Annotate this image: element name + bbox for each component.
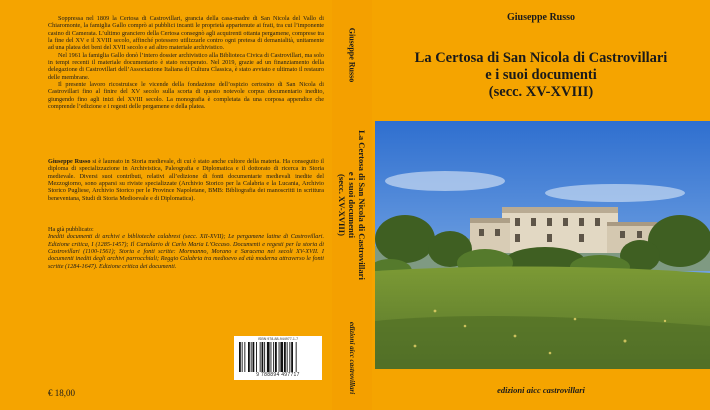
barcode-bar <box>239 342 241 372</box>
barcode-bar <box>260 342 261 372</box>
barcode-bar <box>275 342 277 372</box>
barcode-bars <box>237 342 319 372</box>
spine-title-line: La Certosa di San Nicola di Castrovillari <box>357 130 367 280</box>
isbn-label: ISBN 978-88-944977-1-7 <box>257 337 299 341</box>
barcode-bar <box>264 342 265 372</box>
barcode-bar <box>253 342 255 372</box>
barcode-bar <box>267 342 270 372</box>
blurb-paragraph: Il presente lavoro ricostruisce le vicende della fondazione dell’ospizio certosino di San Nicola di Castrovillari fino al finire del XV secolo sulla scorta di questo notevole corpus documentario inedito, giungendo fino agli inizi del XVIII secolo. La monografia è completata da una corposa appendice che comprende l’edizione e i regesti delle pergamene e della platea. <box>48 81 324 111</box>
barcode-bar <box>296 342 297 372</box>
front-author: Giuseppe Russo <box>506 12 576 23</box>
barcode-bar <box>280 342 283 372</box>
barcode-bar <box>279 342 280 372</box>
barcode-bar <box>291 342 293 372</box>
front-publisher: edizioni aicc castrovillari <box>497 385 585 395</box>
publications <box>48 226 324 270</box>
barcode-bar <box>256 342 257 372</box>
publications-heading: Ha già pubblicato: <box>48 226 94 233</box>
front-title-line: (secc. XV-XVIII) <box>488 84 594 100</box>
front-title <box>372 50 710 101</box>
barcode-number: 9 788894 497717 <box>256 372 300 378</box>
barcode-bar <box>242 342 243 372</box>
blurb-paragraph: Nel 1961 la famiglia Gallo donò l’intero dossier archivistico alla Biblioteca Civica di Castrovillari, ma solo in tempi recenti il materiale documentario è stato recuperato. Nel 2019, grazie ad un finanziamento della delegazione di Castrovillari dell’Associazione Italiana di Cultura Classica, è stato avviato e ultimato il restauro delle membrane. <box>48 51 324 81</box>
barcode-bar <box>289 342 290 372</box>
cover-photo <box>375 121 710 369</box>
barcode-bar <box>251 342 252 372</box>
barcode-bar <box>262 342 264 372</box>
certosa-photo <box>375 121 710 369</box>
back-blurb <box>48 15 324 110</box>
front-cover <box>372 0 710 410</box>
author-bio <box>48 158 324 202</box>
bio-text: si è laureato in Storia medievale, di cui è stato anche cultore della materia. Ha conseguito il diploma di specializzazione in Archivistica, Paleografia e Diplomatica e il dottorato di ricerca in Storia medievale. Diversi suoi contributi, relativi all’edizione di fonti documentarie medievali inedite del Mezzogiorno, sono apparsi su riviste specializzate (Archivio Storico per la Calabria e la Lucania, Archivio Storico Pugliese, Archivio Storico per le Province Napoletane, BMB: Bibliografia dei manoscritti in scrittura beneventana, Studi di Storia Medioevale e di Diplomatica). <box>48 158 324 202</box>
bio-author-name: Giuseppe Russo <box>48 158 91 165</box>
blurb-paragraph: Soppressa nel 1809 la Certosa di Castrovillari, grancia della casa-madre di San Nicola del Vallo di Chiaromonte, la famiglia Gallo comprò ai pubblici incanti le proprietà appartenute ai frati, tra cui l’imponente casino di Camerata. L’ultimo granciero della Certosa consegnò agli acquirenti ottanta pergamene, comprese tra la fine del XV e il XVIII secolo, affinché potessero utilizzarle contro ogni pretesa di demanialità, unitamente ad una platea dei beni del XVII secolo e ad altro materiale archivistico. <box>48 15 324 52</box>
back-cover <box>0 0 332 410</box>
front-title-line: La Certosa di San Nicola di Castrovillari <box>414 50 668 66</box>
spine-title-line: e i suoi documenti <box>347 171 357 239</box>
barcode-bar <box>244 342 245 372</box>
spine-publisher: edizioni aicc castrovillari <box>348 321 356 395</box>
spine-title <box>337 130 367 280</box>
barcode-bar <box>273 342 274 372</box>
barcode <box>234 336 322 380</box>
front-title-line: e i suoi documenti <box>485 67 597 83</box>
barcode-bar <box>271 342 272 372</box>
barcode-bar <box>248 342 250 372</box>
barcode-bar <box>284 342 286 372</box>
barcode-bar <box>287 342 288 372</box>
publications-list: Inediti documenti di archivi e biblioteche calabresi (secc. XII-XVII); Le pergamene latine di Castrovillari. Edizione critica, I (1285-1457); Il Cartulario di Carlo Maria L’Occaso. Documenti e regesti per la storia di Castrovillari (1100-1561); Storia e fonti scritte: Mormanno, Morano e Saracena nei secoli XV-XVII. I documenti inediti degli archivi parrocchiali; Reggio Calabria tra medioevo ed età moderna attraverso le fonti scritte (1284-1647). Edizione critica dei documenti. <box>48 233 324 270</box>
spine-title-line: (secc. XV-XVIII) <box>337 174 347 236</box>
spine-author: Giuseppe Russo <box>347 27 357 83</box>
price-label: € 18,00 <box>48 388 75 398</box>
